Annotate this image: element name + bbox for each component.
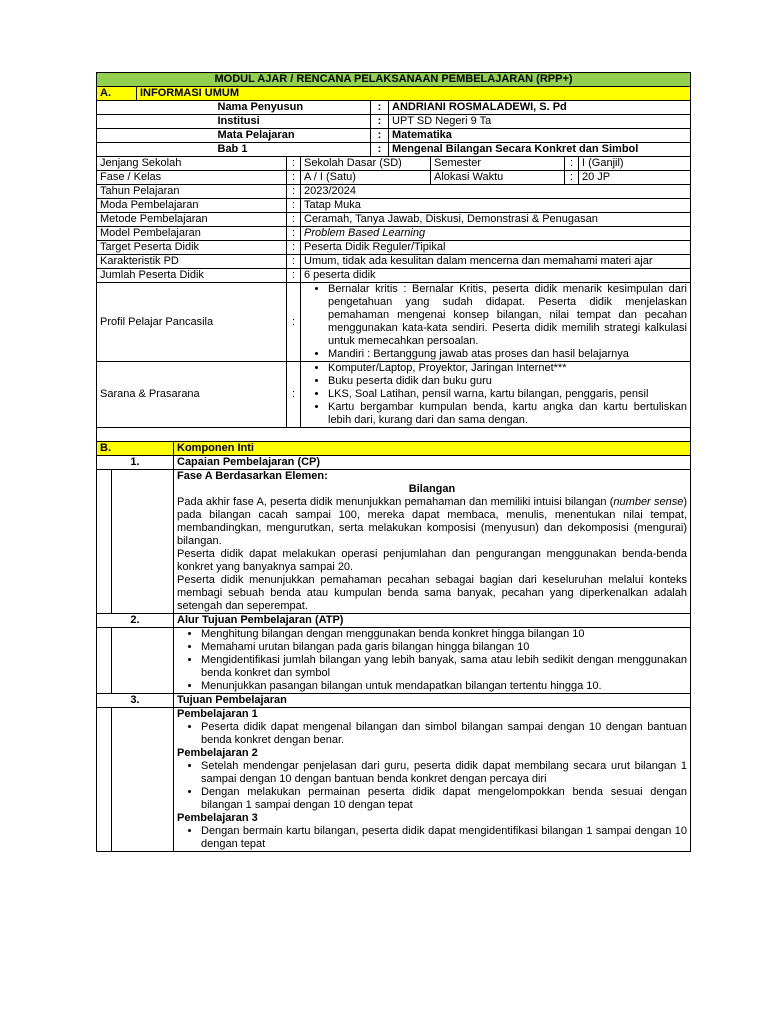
atp-content [174,628,691,694]
list-item: • Kartu bergambar kumpulan benda, kartu angka dan kartu bertuliskan lebih dari, kurang dari dan sama dengan. [328,401,687,427]
section-a-letter: A. [97,87,137,101]
list-item: • Bernalar kritis : Bernalar Kritis, peserta didik menarik kesimpulan dari pengetahuan yang sudah didapat. Peserta didik menjelaskan pemahaman mengenai konsep bilangan, nilai tempat dan pecahan menggunakan kata-kata sendiri. Peserta didik memilih strategi kalkulasi untuk memecahkan persoalan. [328,283,687,348]
info-row: Tahun Pelajaran : 2023/2024 [97,185,691,199]
list-item: • Setelah mendengar penjelasan dari guru, peserta didik dapat membilang secara urut bilangan 1 sampai dengan 10 dengan bantuan benda konkret dengan percaya diri [201,760,687,786]
list-item: • Menunjukkan pasangan bilangan untuk mendapatkan bilangan tertentu hingga 10. [201,680,687,693]
info-table [96,156,691,442]
list-item: • Komputer/Laptop, Proyektor, Jaringan Internet*** [328,362,687,375]
info-row: Target Peserta Didik : Peserta Didik Reguler/Tipikal [97,241,691,255]
list-item: • Dengan melakukan permainan peserta didik dapat mengelompokkan benda sesuai dengan bilangan 1 sampai dengan 10 dengan tepat [201,786,687,812]
profil-label: Profil Pelajar Pancasila [97,283,287,362]
section-b-letter: B. [97,442,174,456]
atp-title: Alur Tujuan Pembelajaran (ATP) [174,614,691,628]
sarana-label: Sarana & Prasarana [97,362,287,428]
list-item: • Menghitung bilangan dengan menggunakan benda konkret hingga bilangan 10 [201,628,687,641]
components-table: B. Komponen Inti 1. Capaian Pembelajaran (CP) Fase A Berdasarkan Elemen: Bilangan Pada akhir fase A, peserta didik menunjukkan pemahaman dan memiliki intuisi bilangan (number sense) pada bilangan cacah sampai 100, mereka dapat membaca, menulis, menentukan nilai tempat, membandingkan, mengurutkan, serta melakukan komposisi (menyusun) dan dekomposisi (mengurai) bilangan. Peserta didik dapat melakukan operasi penjumlahan dan pengurangan menggunakan benda-benda konkret yang banyaknya sampai 20. Peserta didik menunjukkan pemahaman pecahan sebagai bagian dari keseluruhan melalui konteks membagi sebuah benda atau kumpulan benda sama banyak, pecahan yang diperkenalkan adalah setengah dan seperempat. 2. Alur Tujuan Pembelajaran (ATP) • Menghitung bilangan dengan menggunakan benda konkret hingga bilangan 10 • Memahami urutan bilangan pada garis bilangan hingga bilangan 10 • Mengidentifikasi jumlah bilangan yang lebih banyak, sama atau lebih sedikit dengan menggunakan benda konkret dan symbol • Menunjukkan pasangan bilangan untuk mendapatkan bilangan tertentu hingga 10. 3. Tujuan Pembelajaran Pembelajaran 1 • Peserta didik dapat mengenal bilangan dan simbol bilangan sampai dengan 10 dengan bantuan benda konkret dengan benar. Pembelajaran 2 • Setelah mendengar penjelasan dari guru, peserta didik dapat membilang secara urut bilangan 1 sampai dengan 10 dengan bantuan benda konkret dengan percaya diri • Dengan melakukan permainan peserta didik dapat mengelompokkan benda sesuai dengan bilangan 1 sampai dengan 10 dengan tepat Pembelajaran 3 • Dengan bermain kartu bilangan, peserta didik dapat mengidentifikasi bilangan 1 sampai dengan 10 dengan tepat [96,441,691,852]
section-a-label: INFORMASI UMUM [137,87,691,101]
section-b-label: Komponen Inti [174,442,691,456]
cp-content: Fase A Berdasarkan Elemen: Bilangan Pada akhir fase A, peserta didik menunjukkan pemahaman dan memiliki intuisi bilangan (number sense) pada bilangan cacah sampai 100, mereka dapat membaca, menulis, menentukan nilai tempat, membandingkan, mengurutkan, serta melakukan komposisi (menyusun) dan dekomposisi (mengurai) bilangan. Peserta didik dapat melakukan operasi penjumlahan dan pengurangan menggunakan benda-benda konkret yang banyaknya sampai 20. Peserta didik menunjukkan pemahaman pecahan sebagai bagian dari keseluruhan melalui konteks membagi sebuah benda atau kumpulan benda sama banyak, pecahan yang diperkenalkan adalah setengah dan seperempat. [174,470,691,614]
header-row: Mata Pelajaran : Matematika [97,129,691,143]
info-row: Moda Pembelajaran : Tatap Muka [97,199,691,213]
profil-row: Profil Pelajar Pancasila : • Bernalar kritis : Bernalar Kritis, peserta didik menarik kesimpulan dari pengetahuan yang sudah didapat. Peserta didik menjelaskan pemahaman mengenai konsep bilangan, nilai tempat dan pecahan menggunakan kata-kata sendiri. Peserta didik memilih strategi kalkulasi untuk memecahkan persoalan. • Mandiri : Bertanggung jawab atas proses dan hasil belajarnya [97,283,691,362]
tp-content: Pembelajaran 1 • Peserta didik dapat mengenal bilangan dan simbol bilangan sampai dengan 10 dengan bantuan benda konkret dengan benar. Pembelajaran 2 • Setelah mendengar penjelasan dari guru, peserta didik dapat membilang secara urut bilangan 1 sampai dengan 10 dengan bantuan benda konkret dengan percaya diri • Dengan melakukan permainan peserta didik dapat mengelompokkan benda sesuai dengan bilangan 1 sampai dengan 10 dengan tepat Pembelajaran 3 • Dengan bermain kartu bilangan, peserta didik dapat mengidentifikasi bilangan 1 sampai dengan 10 dengan tepat [174,708,691,852]
info-row: Jenjang Sekolah : Sekolah Dasar (SD) Semester : I (Ganjil) [97,157,691,171]
sarana-row: Sarana & Prasarana : • Komputer/Laptop, Proyektor, Jaringan Internet*** • Buku peserta didik dan buku guru • LKS, Soal Latihan, pensil warna, kartu bilangan, penggaris, pensil • Kartu bergambar kumpulan benda, kartu angka dan kartu bertuliskan lebih dari, kurang dari dan sama dengan. [97,362,691,428]
list-item: • Mandiri : Bertanggung jawab atas proses dan hasil belajarnya [328,348,687,361]
header-row: Institusi : UPT SD Negeri 9 Ta [97,115,691,129]
list-item: • Dengan bermain kartu bilangan, peserta didik dapat mengidentifikasi bilangan 1 sampai dengan 10 dengan tepat [201,825,687,851]
list-item: • Peserta didik dapat mengenal bilangan dan simbol bilangan sampai dengan 10 dengan bantuan benda konkret dengan benar. [201,721,687,747]
list-item: • Buku peserta didik dan buku guru [328,375,687,388]
info-row: Metode Pembelajaran : Ceramah, Tanya Jawab, Diskusi, Demonstrasi & Penugasan [97,213,691,227]
header-row: Nama Penyusun : ANDRIANI ROSMALADEWI, S. Pd [97,101,691,115]
document-title: MODUL AJAR / RENCANA PELAKSANAAN PEMBELAJARAN (RPP+) [97,73,691,87]
info-row: Jumlah Peserta Didik : 6 peserta didik [97,269,691,283]
info-row: Model Pembelajaran : Problem Based Learning [97,227,691,241]
info-row: Karakteristik PD : Umum, tidak ada kesulitan dalam mencerna dan memahami materi ajar [97,255,691,269]
header-row: Bab 1 : Mengenal Bilangan Secara Konkret dan Simbol [97,143,691,157]
cp-title: Capaian Pembelajaran (CP) [174,456,691,470]
spacer-row [97,428,691,442]
list-item: • Mengidentifikasi jumlah bilangan yang lebih banyak, sama atau lebih sedikit dengan menggunakan benda konkret dan symbol [201,654,687,680]
tp-title: Tujuan Pembelajaran [174,694,691,708]
list-item: • Memahami urutan bilangan pada garis bilangan hingga bilangan 10 [201,641,687,654]
document-page [96,72,690,852]
header-table [96,72,691,157]
info-row: Fase / Kelas : A / I (Satu) Alokasi Waktu : 20 JP [97,171,691,185]
list-item: • LKS, Soal Latihan, pensil warna, kartu bilangan, penggaris, pensil [328,388,687,401]
